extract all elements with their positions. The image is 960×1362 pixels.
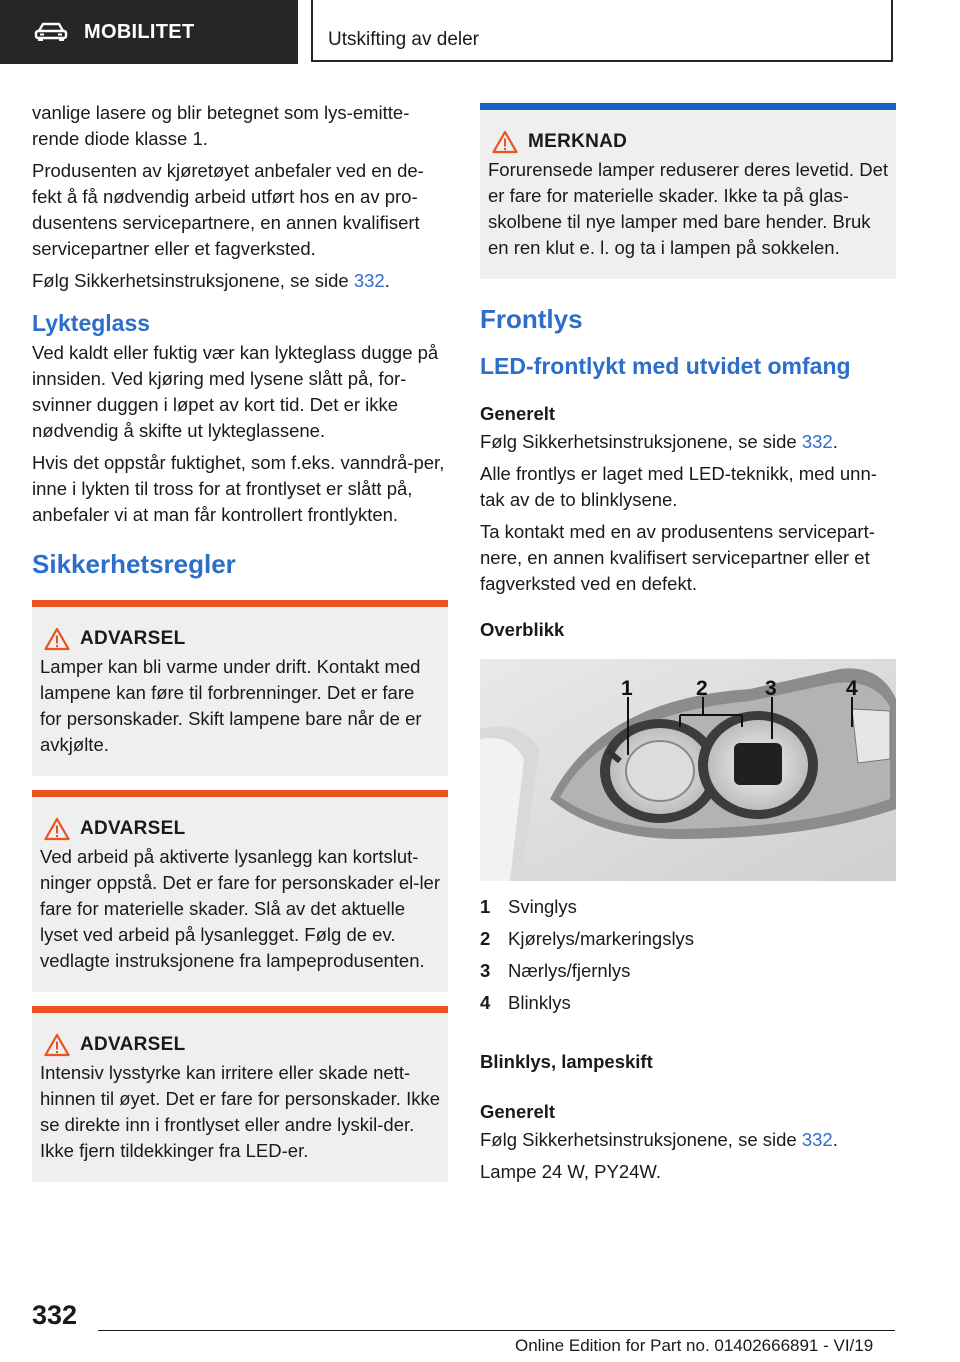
chapter-title: Utskifting av deler bbox=[328, 29, 480, 50]
heading-lykteglass: Lykteglass bbox=[32, 310, 151, 336]
left-column bbox=[32, 100, 448, 1182]
warning-triangle-icon bbox=[44, 1033, 70, 1057]
paragraph: Ta kontakt med en av produsentens servicepart-nere, en annen kvalifisert servicepartner eller et fagverksted ved en defekt. bbox=[480, 521, 875, 594]
warning-text: Ved arbeid på aktiverte lysanlegg kan kortslut-ninger oppstå. Det er fare for personskader el-ler fare for materielle skader. Slå av det aktuelle lyset ved arbeid på lysanlegget. Følg de ev. vedlagte instruksjonene fra lampeprodusenten. bbox=[40, 846, 441, 971]
paragraph: Følg Sikkerhetsinstruksjonene, se side 332. bbox=[480, 1129, 838, 1150]
paragraph: Lampe 24 W, PY24W. bbox=[480, 1161, 661, 1182]
legend-item: 4 Blinklys bbox=[480, 992, 571, 1013]
paragraph: Produsenten av kjøretøyet anbefaler ved en de-fekt å få nødvendig arbeid utført hos en av pro-dusentens servicepartnere, en annen kvalifisert servicepartner eller et fagverksted. bbox=[32, 160, 424, 259]
note-box bbox=[480, 103, 896, 279]
paragraph: vanlige lasere og blir betegnet som lys-emitte-rende diode klasse 1. bbox=[32, 102, 410, 149]
subheading-blinklys: Blinklys, lampeskift bbox=[480, 1051, 653, 1072]
right-column bbox=[480, 103, 896, 1185]
section-title: MOBILITET bbox=[84, 20, 195, 43]
paragraph: Ved kaldt eller fuktig vær kan lykteglass dugge på innsiden. Ved kjøring med lysene slått på, for-svinner duggen i løpet av kort tid. Det er ikke nødvendig å skifte ut lykteglassene. bbox=[32, 342, 439, 441]
subheading-generelt: Generelt bbox=[480, 403, 556, 424]
paragraph: Alle frontlys er laget med LED-teknikk, med unn-tak av de to blinklysene. bbox=[480, 463, 877, 510]
warning-box bbox=[32, 1006, 448, 1182]
header-chapter-box bbox=[311, 0, 893, 62]
figure-label-1: 1 bbox=[621, 677, 633, 700]
edition-text: Online Edition for Part no. 01402666891 - VI/19 bbox=[515, 1336, 874, 1355]
headlight-figure bbox=[480, 659, 896, 881]
warning-text: Lamper kan bli varme under drift. Kontakt med lampene kan føre til forbrenninger. Det er fare for personskader. Skift lampene bare når de er avkjølte. bbox=[40, 656, 422, 755]
figure-label-2: 2 bbox=[696, 677, 708, 700]
heading-frontlys: Frontlys bbox=[480, 304, 583, 334]
page-link[interactable]: 332 bbox=[801, 431, 833, 452]
figure-legend bbox=[480, 891, 896, 1019]
note-title: MERKNAD bbox=[528, 131, 628, 152]
paragraph: Følg Sikkerhetsinstruksjonene, se side 332. bbox=[32, 270, 390, 291]
warning-title: ADVARSEL bbox=[80, 1034, 186, 1055]
subheading-generelt: Generelt bbox=[480, 1101, 556, 1122]
warning-triangle-icon bbox=[44, 627, 70, 651]
page-link[interactable]: 332 bbox=[353, 270, 385, 291]
legend-item: 3 Nærlys/fjernlys bbox=[480, 960, 631, 981]
heading-sikkerhetsregler: Sikkerhetsregler bbox=[32, 549, 236, 579]
note-text: Forurensede lamper reduserer deres levetid. Det er fare for materielle skader. Ikke ta på glas-skolbene til nye lamper med bare hender. Bruk en ren klut e. l. og ta i lampen på sokkelen. bbox=[488, 159, 888, 258]
figure-label-4: 4 bbox=[846, 677, 858, 700]
legend-item: 2 Kjørelys/markeringslys bbox=[480, 928, 695, 949]
warning-text: Intensiv lysstyrke kan irritere eller skade nett-hinnen til øyet. Det er fare for personskader. Ikke se direkte inn i frontlyset eller andre lyskil-der. Ikke fjern tildekkinger fra LED-er. bbox=[40, 1062, 440, 1161]
legend-item: 1 Svinglys bbox=[480, 896, 577, 917]
car-icon bbox=[34, 22, 68, 42]
subheading-overblikk: Overblikk bbox=[480, 619, 565, 640]
heading-led-frontlykt: LED-frontlykt med utvidet omfang bbox=[480, 353, 851, 379]
page-link[interactable]: 332 bbox=[801, 1129, 833, 1150]
warning-box bbox=[32, 600, 448, 776]
footer-divider bbox=[98, 1330, 895, 1331]
header-section-tab bbox=[0, 0, 298, 64]
warning-title: ADVARSEL bbox=[80, 818, 186, 839]
paragraph: Hvis det oppstår fuktighet, som f.eks. vanndrå-per, inne i lykten til tross for at frontlyset er slått på, anbefaler vi at man får kontrollert frontlykten. bbox=[32, 452, 445, 525]
figure-label-3: 3 bbox=[765, 677, 777, 700]
warning-title: ADVARSEL bbox=[80, 628, 186, 649]
paragraph: Følg Sikkerhetsinstruksjonene, se side 332. bbox=[480, 431, 838, 452]
warning-triangle-icon bbox=[44, 817, 70, 841]
note-triangle-icon bbox=[492, 130, 518, 154]
page-number: 332 bbox=[32, 1300, 78, 1330]
warning-box bbox=[32, 790, 448, 992]
